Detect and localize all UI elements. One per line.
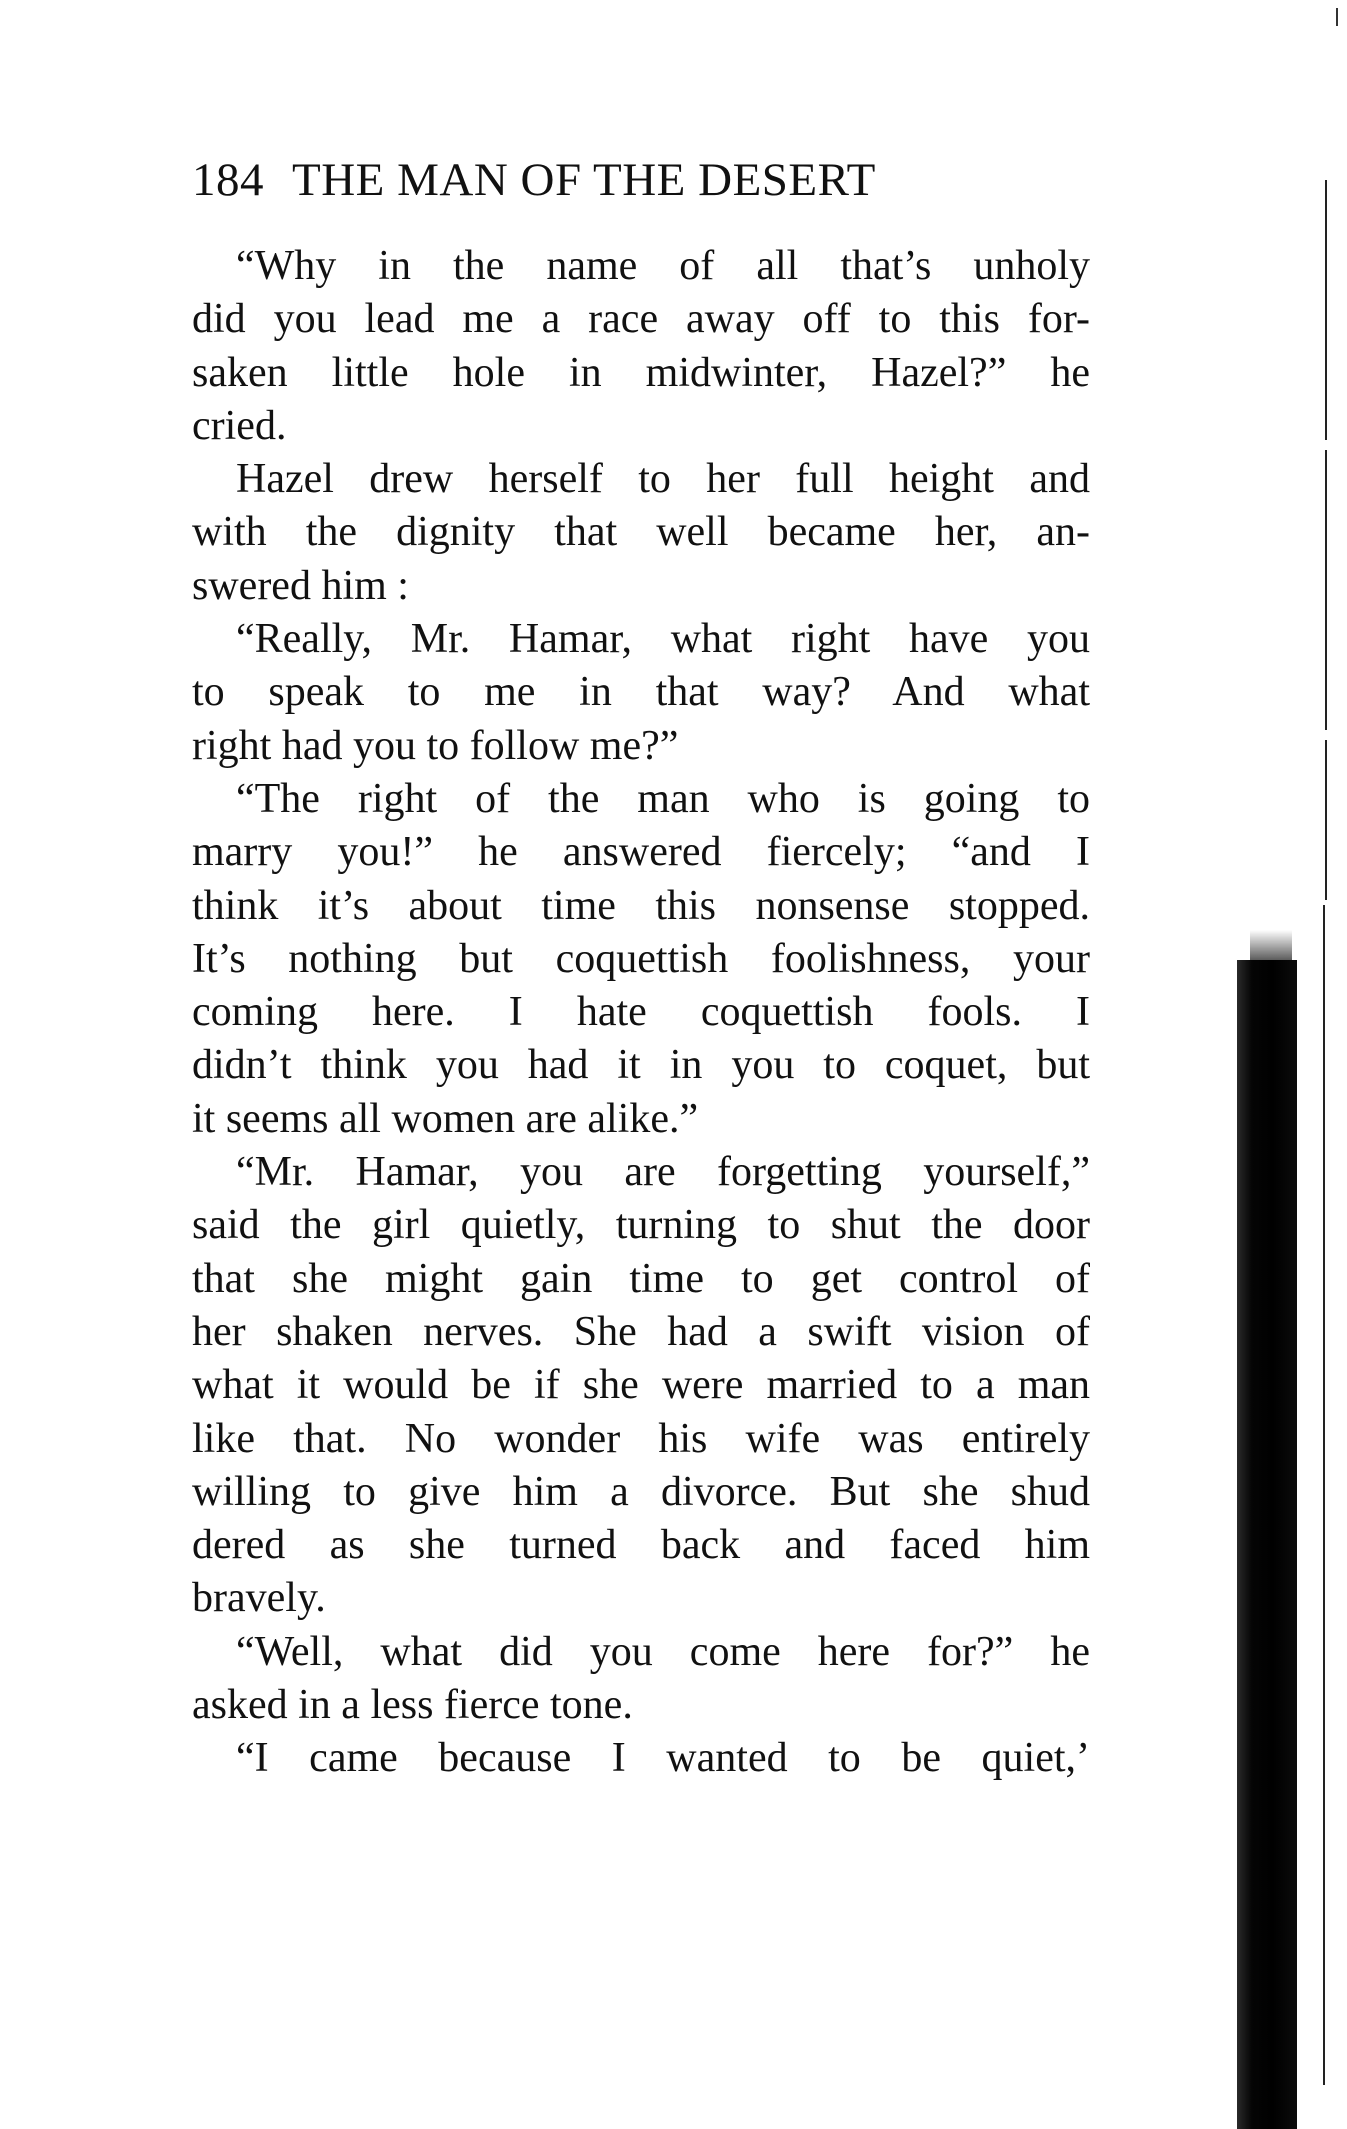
text-line: coming here. I hate coquettish fools. I <box>192 989 1090 1036</box>
book-title: THE MAN OF THE DESERT <box>292 154 876 206</box>
text-line: “Really, Mr. Hamar, what right have you <box>236 616 1090 663</box>
text-line: said the girl quietly, turning to shut the door <box>192 1202 1090 1249</box>
text-line: “The right of the man who is going to <box>236 775 1090 822</box>
text-line: what it would be if she were married to a man <box>192 1362 1090 1409</box>
scan-gutter-shadow <box>1237 960 1297 2129</box>
text-line: “Mr. Hamar, you are forgetting yourself,” <box>236 1149 1090 1196</box>
text-line: think it’s about time this nonsense stopped. <box>192 882 1090 929</box>
running-head <box>192 150 876 210</box>
text-line: it seems all women are alike.” <box>192 1095 699 1142</box>
text-line: dered as she turned back and faced him <box>192 1522 1090 1569</box>
text-line: that she might gain time to get control of <box>192 1255 1090 1302</box>
page-edge-mark <box>1336 8 1338 26</box>
page-edge-line <box>1325 450 1327 730</box>
text-line: Hazel drew herself to her full height and <box>236 456 1090 503</box>
text-line: right had you to follow me?” <box>192 722 679 769</box>
page-number: 184 <box>192 154 264 206</box>
text-line: did you lead me a race away off to this for- <box>192 296 1090 343</box>
text-line: willing to give him a divorce. But she shud <box>192 1468 1090 1515</box>
text-line: swered him : <box>192 562 409 609</box>
text-line: It’s nothing but coquettish foolishness, your <box>192 935 1090 982</box>
page-edge-line <box>1325 180 1327 440</box>
page-edge-line <box>1323 905 1325 2085</box>
text-line: “I came because I wanted to be quiet,’ <box>236 1735 1090 1782</box>
text-line: saken little hole in midwinter, Hazel?” he <box>192 349 1090 396</box>
text-line: her shaken nerves. She had a swift vision of <box>192 1308 1090 1355</box>
text-line: cried. <box>192 402 287 449</box>
text-line: asked in a less fierce tone. <box>192 1682 633 1729</box>
text-line: didn’t think you had it in you to coquet, but <box>192 1042 1090 1089</box>
text-line: to speak to me in that way? And what <box>192 669 1090 716</box>
body-text <box>192 240 1090 1786</box>
text-line: like that. No wonder his wife was entirely <box>192 1415 1090 1462</box>
text-line: “Well, what did you come here for?” he <box>236 1628 1090 1675</box>
text-line: marry you!” he answered fiercely; “and I <box>192 829 1090 876</box>
text-line: “Why in the name of all that’s unholy <box>236 243 1090 289</box>
text-line: with the dignity that well became her, an- <box>192 509 1090 556</box>
page-edge-line <box>1325 740 1327 900</box>
text-line: bravely. <box>192 1575 326 1622</box>
